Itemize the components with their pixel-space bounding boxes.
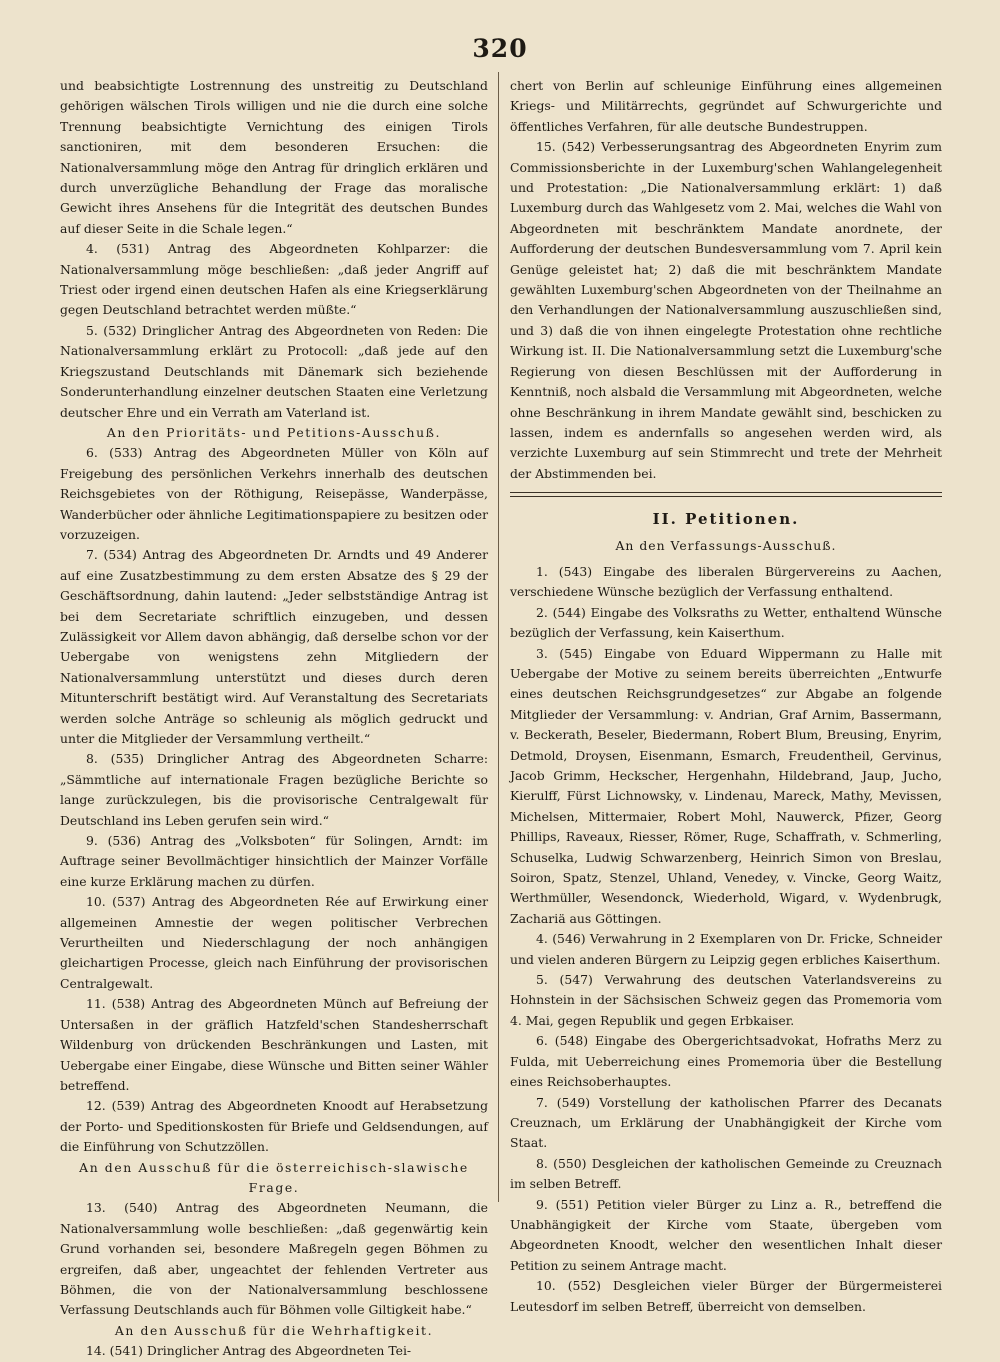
committee-heading: An den Ausschuß für die Wehrhaftigkeit. [114,1322,434,1338]
left-paragraph: 5. (532) Dringlicher Antrag des Abgeordneten von Reden: Die Nationalversammlung erklärt zu Protocoll: „daß jede auf den Kriegszustand Deutschlands mit Dänemark sich beziehende Sonderunterhandlung einzelner deutschen Staaten eine Verletzung deutscher Ehre und ein Verrath am Vaterland ist. [60,322,488,420]
right-paragraph: 3. (545) Eingabe von Eduard Wippermann zu Halle mit Uebergabe der Motive zu seinem bereits überreichten „Entwurfe eines deutschen Reichsgrundgesetzes“ zur Abgabe an folgende Mitglieder der Versammlung: v. Andrian, Graf Arnim, Bassermann, v. Beckerath, Beseler, Biedermann, Robert Blum, Breusing, Enyrim, Detmold, Droysen, Eisenmann, Esmarch, Freudentheil, Gervinus, Jacob Grimm, Heckscher, Hergenhahn, Hildebrand, Jaup, Jucho, Kierulff, Fürst Lichnowsky, v. Lindenau, Mareck, Mathy, Mevissen, Michelsen, Mittermaier, Robert Mohl, Nauwerck, Pfizer, Georg Phillips, Raveaux, Riesser, Römer, Ruge, Schaffrath, v. Schmerling, Schuselka, Ludwig Schwarzenberg, Heinrich Simon von Breslau, Soiron, Spatz, Stenzel, Uhland, Venedey, v. Vincke, Georg Waitz, Werthmüller, Wesendonck, Wiederhold, Wigard, v. Wydenbrugk, Zachariä aus Göttingen. [510,645,942,926]
right-paragraph: 5. (547) Verwahrung des deutschen Vaterlandsvereins zu Hohnstein in der Sächsischen Schweiz gegen das Promemoria vom 4. Mai, gegen Republik und gegen Erbkaiser. [510,972,942,1028]
left-paragraph: 9. (536) Antrag des „Volksboten“ für Solingen, Arndt: im Auftrage seiner Bevollmächtiger hinsichtlich der Mainzer Vorfälle eine kurze Erklärung machen zu dürfen. [60,833,488,889]
left-paragraph: 14. (541) Dringlicher Antrag des Abgeordneten Tei- [86,1343,412,1359]
committee-heading: An den Prioritäts- und Petitions-Ausschuß. [106,424,442,440]
right-paragraph: 1. (543) Eingabe des liberalen Bürgervereins zu Aachen, verschiedene Wünsche bezüglich der Verfassung enthaltend. [510,563,942,600]
right-paragraph: chert von Berlin auf schleunige Einführung eines allgemeinen Kriegs- und Militärrechts, gegründet auf Schwurgerichte und öffentliches Verfahren, für alle deutsche Bundestruppen. [510,78,942,134]
committee-heading: An den Verfassungs-Ausschuß. [615,537,837,553]
right-paragraph: 9. (551) Petition vieler Bürger zu Linz a. R., betreffend die Unabhängigkeit der Kirche vom Staate, übergeben vom Abgeordneten Knoodt, welcher den wesentlichen Inhalt dieser Petition zu seinem Antrage macht. [510,1196,942,1273]
committee-heading: An den Ausschuß für die österreichisch-slawische Frage. [79,1159,469,1195]
right-paragraph: 2. (544) Eingabe des Volksraths zu Wetter, enthaltend Wünsche bezüglich der Verfassung, kein Kaiserthum. [510,604,942,641]
right-paragraph: 15. (542) Verbesserungsantrag des Abgeordneten Enyrim zum Commissionsberichte in der Luxemburg'schen Wahlangelegenheit und Protestation: „Die Nationalversammlung erklärt: 1) daß Luxemburg durch das Wahlgesetz vom 2. Mai, welches die Wahl von Abgeordneten mit beschränktem Mandate anordnete, der Aufforderung der deutschen Bundesversammlung vom 7. April kein Genüge geleistet hat; 2) daß die mit beschränktem Mandate gewählten Luxemburg'schen Abgeordneten von der Theilnahme an den Verhandlungen der Nationalversammlung auszuschließen sind, und 3) daß die von ihnen eingelegte Protestation ohne rechtliche Wirkung ist. II. Die Nationalversammlung setzt die Luxemburg'sche Regierung von diesen Beschlüssen mit der Aufforderung in Kenntniß, noch alsbald die Versammlung mit Abgeordneten, welche ohne Beschränkung in ihrem Mandate gewählt sind, beschicken zu lassen, indem es andernfalls so angesehen werden wird, als verzichte Luxemburg auf sein Stimmrecht und trete der Mehrheit der Abstimmenden bei. [510,139,942,481]
section-rule [510,492,942,497]
right-paragraph: 6. (548) Eingabe des Obergerichtsadvokat, Hofraths Merz zu Fulda, mit Ueberreichung eines Promemoria über die Bestellung eines Reichsoberhauptes. [510,1033,942,1090]
left-paragraph: 13. (540) Antrag des Abgeordneten Neumann, die Nationalversammlung wolle beschließen: „daß gegenwärtig kein Grund vorhanden sei, besondere Maßregeln gegen Böhmen zu ergreifen, daß aber, ungeachtet der fehlenden Vertreter aus Böhmen, die von der Nationalversammlung beschlossene Verfassung Deutschlands auch für Böhmen volle Giltigkeit habe.“ [60,1200,488,1318]
right-paragraph: 8. (550) Desgleichen der katholischen Gemeinde zu Creuznach im selben Betreff. [510,1155,942,1192]
right-paragraph: 7. (549) Vorstellung der katholischen Pfarrer des Decanats Creuznach, um Erklärung der Unabhängigkeit der Kirche vom Staat. [510,1094,942,1151]
right-column [510,76,942,1317]
right-paragraph: 4. (546) Verwahrung in 2 Exemplaren von Dr. Fricke, Schneider und vielen anderen Bürgern zu Leipzig gegen erbliches Kaiserthum. [510,931,942,967]
left-paragraph: 12. (539) Antrag des Abgeordneten Knoodt auf Herabsetzung der Porto- und Speditionskosten für Briefe und Geldsendungen, auf die Einführung von Schutzzöllen. [60,1098,488,1155]
right-paragraph: 10. (552) Desgleichen vieler Bürger der Bürgermeisterei Leutesdorf im selben Betreff, überreicht von demselben. [510,1278,942,1314]
page-number: 320 [472,34,528,63]
left-column [60,76,488,1362]
left-paragraph: 10. (537) Antrag des Abgeordneten Rée auf Erwirkung einer allgemeinen Amnestie der wegen politischer Verbrechen Verurtheilten und Niederschlagung der noch anhängigen gleichartigen Processe, gleich nach Einführung der provisorischen Centralgewalt. [60,894,488,991]
left-paragraph: 4. (531) Antrag des Abgeordneten Kohlparzer: die Nationalversammlung möge beschließen: „daß jeder Angriff auf Triest oder irgend einen deutschen Hafen als eine Kriegserklärung gegen Deutschland betrachtet werden müßte.“ [60,241,488,318]
section-heading: II. Petitionen. [652,510,800,529]
left-paragraph: 8. (535) Dringlicher Antrag des Abgeordneten Scharre: „Sämmtliche auf internationale Fragen bezügliche Berichte so lange zurückzulegen, bis die provisorische Centralgewalt für Deutschland ins Leben gerufen sein wird.“ [60,751,488,828]
left-paragraph: 7. (534) Antrag des Abgeordneten Dr. Arndts und 49 Anderer auf eine Zusatzbestimmung zu dem ersten Absatze des § 29 der Geschäftsordnung, dahin lautend: „Jeder selbstständige Antrag ist bei dem Secretariate schriftlich einzugeben, und dessen Zulässigkeit vor Allem davon abhängig, daß derselbe schon vor der Uebergabe von wenigstens zehn Mitgliedern der Nationalversammlung unterstützt und dieses durch deren Mitunterschrift bestätigt wird. Auf Veranstaltung des Secretariats werden solche Anträge so schleunig als möglich gedruckt und unter die Mitglieder der Versammlung vertheilt.“ [60,547,488,746]
left-paragraph: 11. (538) Antrag des Abgeordneten Münch auf Befreiung der Untersaßen in der gräflich Hatzfeld'schen Standesherrschaft Wildenburg von drückenden Beschränkungen und Lasten, mit Uebergabe einer Eingabe, diese Wünsche und Bitten seiner Wähler betreffend. [60,996,488,1093]
column-divider [498,72,499,1202]
left-paragraph: 6. (533) Antrag des Abgeordneten Müller von Köln auf Freigebung des persönlichen Verkehrs innerhalb des deutschen Reichsgebietes von der Röthigung, Reisepässe, Wanderpässe, Wanderbücher oder ähnliche Legitimationspapiere zu besitzen oder vorzuzeigen. [60,445,488,542]
left-paragraph: und beabsichtigte Lostrennung des unstreitig zu Deutschland gehörigen wälschen Tirols willigen und nie die durch eine solche Trennung beabsichtigte Vernichtung des einigen Tirols sanctioniren, mit dem besonderen Ersuchen: die Nationalversammlung möge den Antrag für dringlich erklären und durch unverzügliche Behandlung der Frage das moralische Gewicht ihres Ansehens für die Integrität des deutschen Bundes auf dieser Seite in die Schale legen.“ [60,78,488,236]
